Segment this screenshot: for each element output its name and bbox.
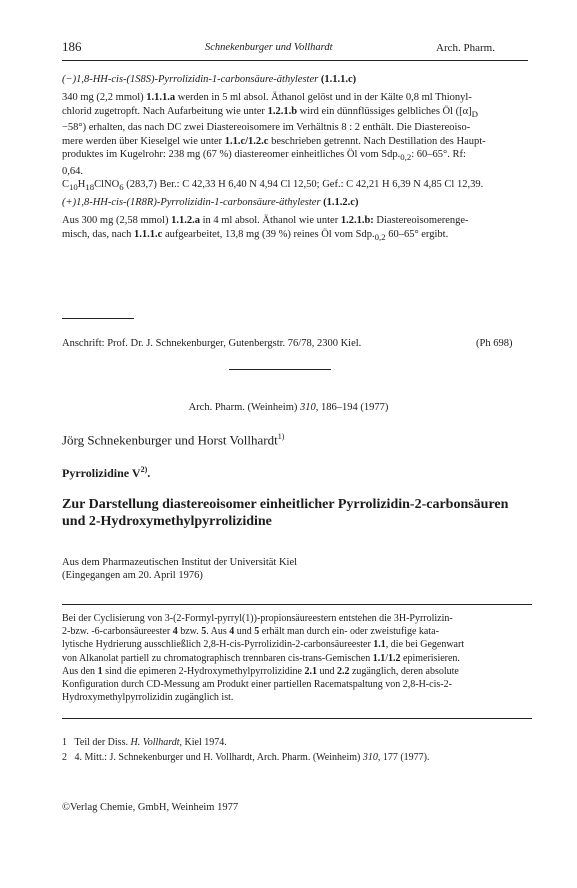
institute: Aus dem Pharmazeutischen Institut der Universität Kiel (62, 557, 298, 568)
citation-pages: , 186–194 (1977) (315, 402, 389, 413)
text-line: misch, das, nach 1.1.1.c aufgearbeitet, 13,8 mg (39 %) reines Öl vom $Sdp._{0,2}$ 60–65° ergibt. (62, 228, 449, 242)
abstract-line: lytische Hydrierung ausschließlich 2,8-H-cis-Pyrrolizidin-2-carbonsäureester 1.1, die bei Gegenwart (62, 639, 465, 651)
footnote-2: 2 4. Mitt.: J. Schnekenburger und H. Vollhardt, Arch. Pharm. (Weinheim) 310, 177 (1977). (62, 752, 430, 763)
authors-footnote-mark: 1) (277, 432, 285, 441)
received-date: (Eingegangen am 20. April 1976) (62, 570, 203, 581)
text-line: chlorid zugetropft. Nach Aufarbeitung wie unter 1.2.1.b wird ein dünnflüssiges gelbliches Öl ($[\alpha]_D$ (62, 105, 478, 119)
compound1-text (62, 91, 530, 179)
compound1-title (62, 74, 356, 85)
citation-line (0, 402, 577, 413)
text-line: −58°) erhalten, das nach DC zwei Diastereoisomere im Verhältnis 8 : 2 enthält. Die Diastereoiso- (62, 122, 471, 134)
footnote-1: 1 Teil der Diss. H. Vollhardt, Kiel 1974. (62, 737, 227, 748)
compound2-title (62, 197, 358, 208)
title-line-1: Zur Darstellung diastereoisomer einheitlicher Pyrrolizidin-2-carbonsäuren (62, 497, 509, 512)
series-end: . (147, 466, 151, 480)
text-line: produktes im Kugelrohr: 238 mg (67 %) diastereomer einheitliches Öl vom $Sdp._{0,2}$: 60–65°. Rf: (62, 149, 466, 163)
compound1-ref: (1.1.1.c) (320, 74, 357, 85)
running-title: Schnekenburger und Vollhardt (205, 42, 333, 53)
compound2-name: (+)1,8-HH-cis-(1R8R)-Pyrrolizidin-1-carbonsäure-äthylester (62, 197, 321, 208)
abstract-line: Konfiguration durch CD-Messung am Produkt einer partiellen Racematspaltung von 2,8-H-cis-2- (62, 679, 452, 691)
citation-prefix: Arch. Pharm. (Weinheim) (188, 402, 298, 413)
section-divider (229, 369, 331, 370)
compound1-name: (−)1,8-HH-cis-(1S8S)-Pyrrolizidin-1-carbonsäure-äthylester (62, 74, 319, 85)
abstract-line: Hydroxymethylpyrrolizidin zugänglich ist. (62, 692, 234, 704)
manuscript-code: (Ph 698) (476, 338, 513, 349)
text-line: mere werden über Kieselgel wie unter 1.1.c/1.2.c beschrieben getrennt. Nach Destillation des Haupt- (62, 135, 486, 147)
abstract-line: von Alkanolat partiell zu chromatographisch trennbaren cis-trans-Gemischen 1.1/1.2 epimerisieren. (62, 652, 460, 664)
series-text: Pyrrolizidine V (62, 466, 141, 480)
title-line-2: und 2-Hydroxymethylpyrrolizidine (62, 514, 272, 529)
abstract-line: Aus den 1 sind die epimeren 2-Hydroxymethylpyrrolizidine 2.1 und 2.2 zugänglich, deren absolute (62, 665, 459, 677)
abstract-rule-top (62, 604, 532, 605)
series-title (62, 465, 150, 481)
affiliation (62, 556, 297, 582)
compound2-text (62, 214, 530, 244)
header-rule (62, 60, 528, 61)
author-address: Anschrift: Prof. Dr. J. Schnekenburger, Gutenbergstr. 76/78, 2300 Kiel. (62, 338, 362, 349)
short-rule (62, 318, 134, 319)
journal-abbrev: Arch. Pharm. (436, 42, 495, 54)
copyright: ©Verlag Chemie, GmbH, Weinheim 1977 (62, 802, 239, 813)
abstract (62, 612, 534, 704)
abstract-line: Bei der Cyclisierung von 3-(2-Formyl-pyrryl(1))-propionsäureestern entstehen die 3H-Pyrrolizin- (62, 613, 453, 624)
text-line: 0,64. (62, 166, 83, 178)
compound1-analysis: $C_{10}H_{18}ClNO_6$ (283,7) Ber.: C 42,33 H 6,40 N 4,94 Cl 12,50; Gef.: C 42,21 H 6,39 N 4,85 Cl 12,39. (62, 179, 484, 193)
authors-text: Jörg Schnekenburger und Horst Vollhardt (62, 432, 278, 448)
article-title (62, 496, 532, 530)
article-authors (62, 432, 284, 448)
page-number: 186 (62, 39, 82, 54)
compound2-ref: (1.1.2.c) (323, 197, 359, 208)
text-line: 340 mg (2,2 mmol) 1.1.1.a werden in 5 ml absol. Äthanol gelöst und in der Kälte 0,8 ml Thionyl- (62, 92, 472, 103)
series-footnote-mark: 2) (140, 465, 148, 474)
abstract-rule-bottom (62, 718, 532, 719)
citation-volume: 310 (300, 402, 316, 413)
text-line: Aus 300 mg (2,58 mmol) 1.1.2.a in 4 ml absol. Äthanol wie unter 1.2.1.b: Diastereoisomerenge- (62, 215, 469, 226)
abstract-line: 2-bzw. -6-carbonsäureester 4 bzw. 5. Aus 4 und 5 erhält man durch ein- oder zweistufige kata- (62, 626, 439, 638)
